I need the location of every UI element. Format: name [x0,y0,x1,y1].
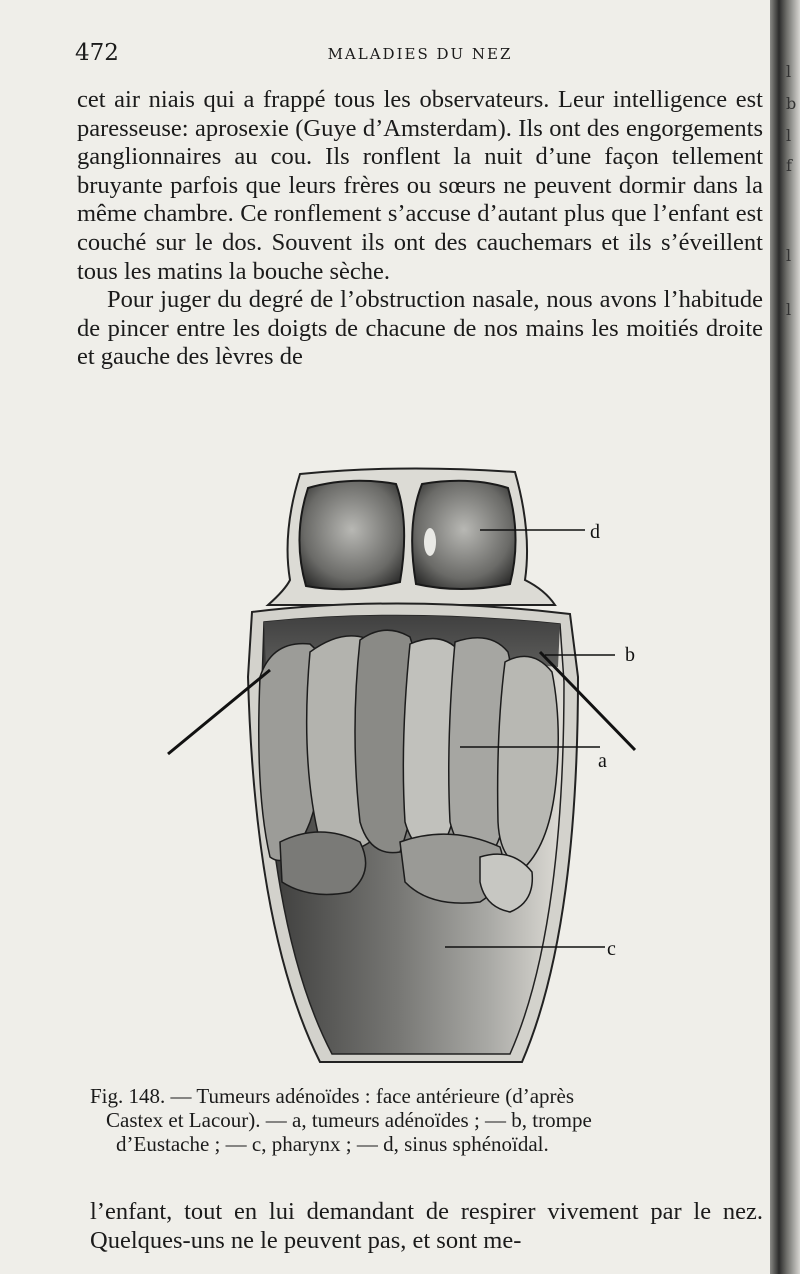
paragraph-2: Pour juger du degré de l’obstruction nasale, nous avons l’habitude de pincer entre les doigts de chacune de nos mains les moitiés droite et gauche des lèvres de [77,286,763,371]
gutter-fragment: l [786,300,792,319]
label-a: a [598,750,607,772]
paragraph-1: cet air niais qui a frappé tous les observateurs. Leur intelligence est paresseuse: aprosexie (Guye d’Amsterdam). Ils ont des engorgements ganglionnaires au cou. Ils ronflent la nuit d’une façon tellement bruyante parfois que leurs frères ou sœurs ne peuvent dormir dans la même chambre. Ce ronflement s’accuse d’autant plus que l’enfant est couché sur le dos. Souvent ils ont des cauchemars et ils s’éveillent tous les matins la bouche sèche. [77,86,763,285]
gutter-fragment: l [786,62,792,81]
gutter-fragment: l [786,246,792,265]
adenoid-tumours [259,630,559,912]
caption-line-2: Castex et Lacour). — a, tumeurs adénoïdes ; — b, trompe [106,1108,592,1132]
gutter-fragment: f [786,156,792,175]
sinus-left [299,481,404,589]
label-b: b [625,644,635,666]
anatomical-illustration [160,462,650,1077]
book-gutter [770,0,800,1274]
sinus-highlight [424,528,436,556]
caption-line-1: Fig. 148. — Tumeurs adénoïdes : face antérieure (d’après [90,1084,575,1108]
header-title: MALADIES DU NEZ [327,45,513,63]
adenoid-tumours-figure [160,462,650,1077]
label-c: c [607,938,616,960]
paragraph-3: l’enfant, tout en lui demandant de respirer vivement par le nez. Quelques-uns ne le peuvent pas, et sont me- [90,1198,763,1254]
label-d: d [590,521,600,543]
gutter-fragment: l [786,126,792,145]
page-number: 472 [75,40,119,66]
body-text-top [77,86,763,372]
gutter-fragment: b [786,94,797,113]
body-text-bottom [90,1198,763,1255]
caption-line-3: d’Eustache ; — c, pharynx ; — d, sinus sphénoïdal. [116,1132,549,1156]
figure-caption [90,1084,765,1156]
running-head [75,40,765,70]
